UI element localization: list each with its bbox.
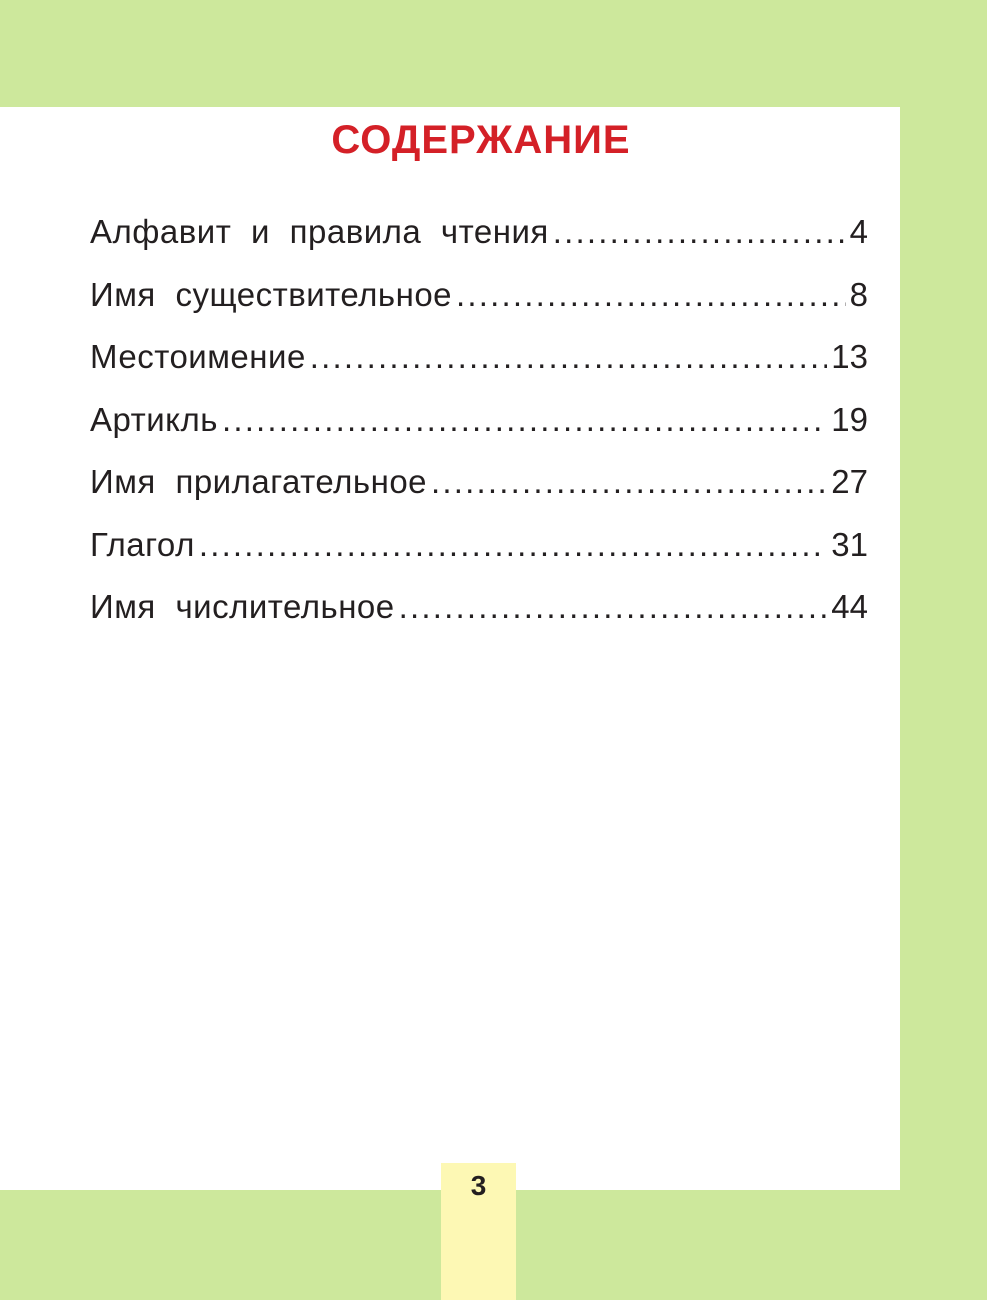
toc-entry-label: Артикль — [90, 400, 218, 438]
toc-entry-page: 4 — [849, 213, 868, 250]
toc-entry-adjective[interactable] — [90, 463, 868, 526]
toc-entry-label: Алфавит и правила чтения — [90, 213, 549, 250]
dot-leader — [399, 588, 828, 626]
toc-entry-verb[interactable] — [90, 526, 868, 589]
toc-entry-page: 8 — [849, 275, 868, 313]
toc-entry-page: 19 — [831, 400, 868, 438]
table-of-contents — [90, 213, 868, 651]
toc-entry-page: 44 — [831, 588, 868, 625]
dot-leader — [456, 276, 846, 314]
toc-entry-noun[interactable] — [90, 276, 868, 339]
toc-entry-label: Глагол — [90, 525, 195, 563]
dot-leader — [222, 401, 827, 439]
toc-entry-label: Имя существительное — [90, 275, 453, 313]
page-title: СОДЕРЖАНИЕ — [331, 118, 631, 162]
toc-entry-page: 27 — [831, 463, 868, 500]
toc-entry-label: Местоимение — [90, 338, 306, 375]
toc-entry-alphabet[interactable] — [90, 213, 868, 276]
toc-entry-page: 13 — [831, 338, 868, 375]
toc-entry-label: Имя прилагательное — [90, 463, 428, 500]
dot-leader — [431, 463, 827, 501]
toc-entry-pronoun[interactable] — [90, 338, 868, 401]
toc-entry-numeral[interactable] — [90, 588, 868, 651]
toc-entry-page: 31 — [831, 525, 868, 563]
toc-entry-label: Имя числительное — [90, 588, 395, 625]
page-number: 3 — [470, 1170, 487, 1201]
dot-leader — [553, 213, 846, 251]
toc-entry-article[interactable] — [90, 401, 868, 464]
dot-leader — [199, 526, 827, 564]
dot-leader — [310, 338, 827, 376]
